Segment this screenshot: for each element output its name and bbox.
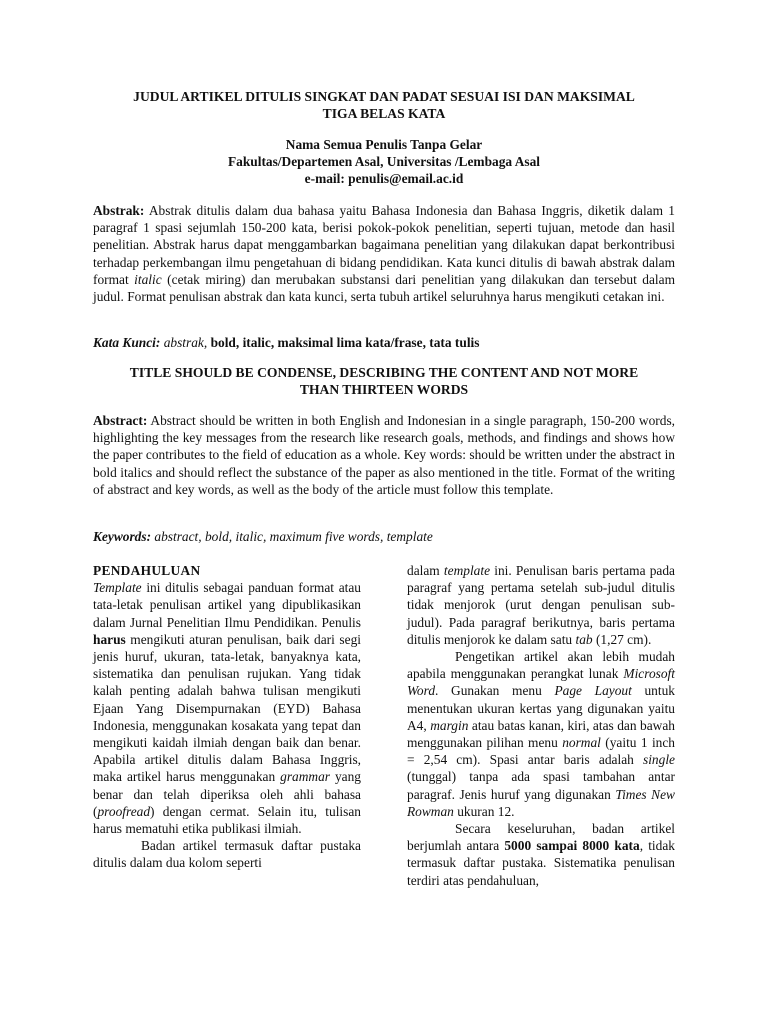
text-span: Secara keseluruhan, badan artikel berjumlah antara <box>407 821 675 854</box>
text-proofread-italic: proofread <box>97 803 151 819</box>
abstrak-paragraph <box>93 202 675 305</box>
author-email: e-mail: penulis@email.ac.id <box>304 171 464 187</box>
text-tab-italic: tab <box>575 631 593 647</box>
text-span: Pengetikan artikel akan lebih mudah apabila menggunakan perangkat lunak <box>407 649 675 682</box>
text-word-count-bold: 5000 sampai 8000 kata <box>504 838 640 854</box>
left-col-paragraph-2: Badan artikel termasuk daftar pustaka ditulis dalam dua kolom seperti <box>93 838 361 871</box>
abstract-english-label: Abstract: <box>93 413 148 428</box>
text-span: (1,27 cm). <box>592 631 652 647</box>
title-indonesian-line2: TIGA BELAS KATA <box>322 106 446 121</box>
author-names: Nama Semua Penulis Tanpa Gelar <box>285 137 483 152</box>
text-span: mengikuti aturan penulisan, baik dari segi jenis huruf, ukuran, tata-letak, banyaknya kata, sistematika dan penulisan rujukan. Yang tidak kalah penting adalah bahwa tulisan mengikuti Ejaan Yang Disempurnakan (EYD) Bahasa Indonesia, menggunakan kosakata yang tepat dan mengikuti kaidah ilmiah dengan baik dan benar. Apabila artikel ditulis dalam Bahasa Inggris, maka artikel harus menggunakan <box>93 631 361 785</box>
kata-kunci-bold: bold, italic, maksimal lima kata/frase, tata tulis <box>210 335 480 350</box>
text-grammar-italic: grammar <box>280 769 330 785</box>
left-column <box>93 562 361 872</box>
author-block <box>90 136 678 188</box>
abstract-english-paragraph <box>93 412 675 498</box>
text-span: untuk menentukan ukuran kertas yang digunakan yaitu A4, <box>407 683 675 733</box>
abstrak-italic: italic <box>134 271 162 287</box>
abstrak-text-1: Abstrak ditulis dalam dua bahasa yaitu Bahasa Indonesia dan Bahasa Inggris, diketik dalam 1 paragraf 1 spasi sejumlah 150-200 kata, berisi pokok-pokok penelitian, seperti tujuan, metode dan hasil penelitian. Abstrak harus dapat menggambarkan bagaimana penelitian yang dilakukan dapat berkontribusi terhadap perkembangan ilmu pengetahuan di bidang pendidikan. Kata kunci ditulis di bawah abstrak dalam format <box>93 203 675 287</box>
text-normal-italic: normal <box>562 735 601 751</box>
keywords-english <box>93 528 675 545</box>
text-margin-italic: margin <box>430 717 469 733</box>
text-span: , tidak termasuk daftar pustaka. Sistematika penulisan terdiri atas pendahuluan, <box>407 838 675 888</box>
title-indonesian-line1: JUDUL ARTIKEL DITULIS SINGKAT DAN PADAT SESUAI ISI DAN MAKSIMAL <box>133 89 635 104</box>
text-span: atau batas kanan, kiri, atas dan bawah menggunakan pilihan menu <box>407 717 675 751</box>
section-heading-pendahuluan: PENDAHULUAN <box>93 563 201 578</box>
author-affiliation: Fakultas/Departemen Asal, Universitas /Lembaga Asal <box>227 154 541 170</box>
text-microsoft-word-italic: Microsoft Word <box>407 666 675 699</box>
text-span: ukuran 12. <box>453 803 515 819</box>
right-col-paragraph-3 <box>407 820 675 889</box>
keywords-english-label: Keywords: <box>93 529 152 544</box>
text-span: . Gunakan menu <box>435 683 555 699</box>
text-page-layout-italic: Page Layout <box>554 683 632 699</box>
kata-kunci <box>93 334 675 351</box>
title-english <box>90 364 678 398</box>
left-col-paragraph-1 <box>93 579 361 837</box>
text-harus-bold: harus <box>93 631 126 647</box>
text-template-italic: Template <box>93 580 142 596</box>
kata-kunci-italic: abstrak, <box>160 335 211 350</box>
text-single-italic: single <box>643 752 675 768</box>
right-column <box>407 562 675 889</box>
text-span: ini. Penulisan baris pertama pada paragraf yang pertama setelah sub-judul ditulis tidak menjorok (urut dengan penulisan sub-judul). Pada paragraf berikutnya, baris pertama ditulis menjorok ke dalam satu <box>407 563 675 647</box>
text-span: yang benar dan telah diperiksa oleh ahli bahasa ( <box>93 769 361 819</box>
kata-kunci-label: Kata Kunci: <box>93 335 161 350</box>
keywords-english-text: abstract, bold, italic, maximum five words, template <box>151 529 433 544</box>
text-span: ) dengan cermat. Selain itu, tulisan harus mematuhi etika publikasi ilmiah. <box>93 803 361 837</box>
title-indonesian <box>90 88 678 122</box>
text-span: (yaitu 1 inch = 2,54 cm). Spasi antar baris adalah <box>407 735 675 768</box>
title-english-line2: THAN THIRTEEN WORDS <box>299 382 469 397</box>
abstrak-text-2: (cetak miring) dan merubakan substansi dari penelitian yang dilakukan dan tersebut dalam judul. Format penulisan abstrak dan kata kunci, serta tubuh artikel seluruhnya harus mengikuti cetakan ini. <box>93 271 676 305</box>
text-span: ini ditulis sebagai panduan format atau tata-letak penulisan artikel yang dipublikasikan dalam Jurnal Penelitian Ilmu Pendidikan. Penulis <box>93 580 361 630</box>
text-span: (tunggal) tanpa ada spasi tambahan antar paragraf. Jenis huruf yang digunakan <box>407 769 675 802</box>
right-col-paragraph-1 <box>407 562 675 648</box>
abstract-english-text: Abstract should be written in both English and Indonesian in a single paragraph, 150-200 words, highlighting the key messages from the research like research goals, methods, and findings and shows how the paper contributes to the field of education as a whole. Key words: should be written under the abstract in bold italics and should reflect the substance of the paper as also mentioned in the title. Format of the writing of abstract and key words, as well as the body of the article must follow this template. <box>93 413 675 497</box>
right-col-paragraph-2 <box>407 648 675 820</box>
text-template-italic: template <box>443 563 491 578</box>
abstrak-label: Abstrak: <box>93 203 145 218</box>
text-span: dalam <box>407 563 444 578</box>
title-english-line1: TITLE SHOULD BE CONDENSE, DESCRIBING THE CONTENT AND NOT MORE <box>129 365 639 380</box>
text-font-name-italic: Times New Rowman <box>407 786 675 819</box>
